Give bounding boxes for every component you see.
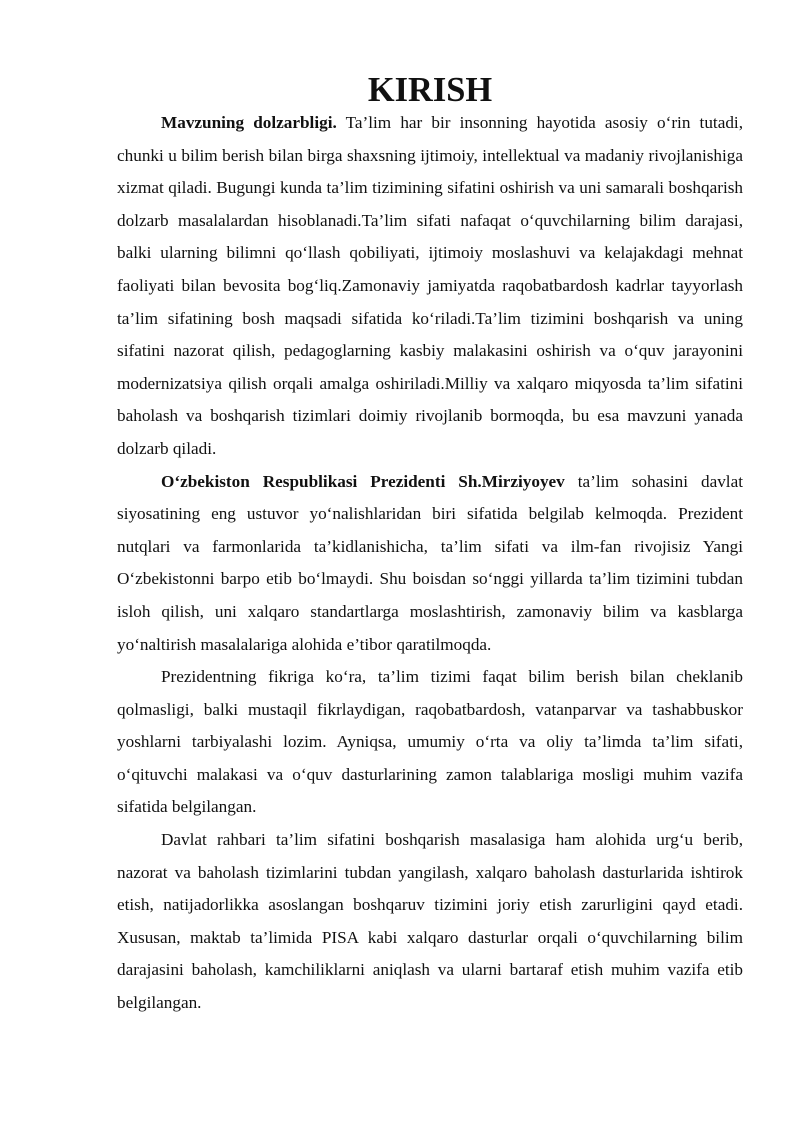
paragraph-lead: Mavzuning dolzarbligi. <box>161 113 337 132</box>
paragraph-text: Davlat rahbari ta’lim sifatini boshqarish masalasiga ham alohida urg‘u berib, nazorat va baholash tizimlarini tubdan yangilash, xalqaro baholash dasturlarida ishtirok etish, natijadorlikka asoslangan boshqaruv tizimini joriy etish zarurligini qayd etadi. Xususan, maktab ta’limida PISA kabi xalqaro dasturlar orqali o‘quvchilarning bilim darajasini baholash, kamchiliklarni aniqlash va ularni bartaraf etish muhim vazifa etib belgilangan. <box>117 830 743 1013</box>
paragraph-president <box>117 466 743 662</box>
paragraph-lead: O‘zbekiston Respublikasi Prezidenti Sh.Mirziyoyev <box>161 471 565 491</box>
document-body <box>117 71 743 1020</box>
paragraph-text: Ta’lim har bir insonning hayotida asosiy o‘rin tutadi, chunki u bilim berish bilan birga shaxsning ijtimoiy, intellektual va madaniy rivojlanishiga xizmat qiladi. Bugungi kunda ta’lim tizimining sifatini oshirish va uni samarali boshqarish dolzarb masalalardan hisoblanadi.Ta’lim sifati nafaqat o‘quvchilarning bilim darajasi, balki ularning bilimni qo‘llash qobiliyati, ijtimoiy moslashuvi va kelajakdagi mehnat faoliyati bilan bevosita bog‘liq.Zamonaviy jamiyatda raqobatbardosh kadrlar tayyorlash ta’lim sifatining bosh maqsadi sifatida ko‘riladi.Ta’lim tizimini boshqarish va uning sifatini nazorat qilish, pedagoglarning kasbiy malakasini oshirish va o‘quv jarayonini modernizatsiya qilish orqali amalga oshiriladi.Milliy va xalqaro miqyosda ta’lim sifatini baholash va boshqarish tizimlari doimiy rivojlanib bormoqda, bu esa mavzuni yanada dolzarb qiladi. <box>117 113 743 458</box>
section-heading: KIRISH <box>367 71 493 109</box>
paragraph-state-leader <box>117 824 743 1020</box>
paragraph-relevance <box>117 107 743 466</box>
paragraph-text: ta’lim sohasini davlat siyosatining eng ustuvor yo‘nalishlaridan biri sifatida belgilab kelmoqda. Prezident nutqlari va farmonlarida ta’kidlanishicha, ta’lim sifati va ilm-fan rivojisiz Yangi O‘zbekistonni barpo etib bo‘lmaydi. Shu boisdan so‘nggi yillarda ta’lim tizimini tubdan isloh qilish, uni xalqaro standartlarga moslashtirish, zamonaviy bilim va kasblarga yo‘naltirish masalalariga alohida e’tibor qaratilmoqda. <box>117 471 743 654</box>
paragraph-president-opinion <box>117 661 743 824</box>
paragraph-text: Prezidentning fikriga ko‘ra, ta’lim tizimi faqat bilim berish bilan cheklanib qolmasligi, balki mustaqil fikrlaydigan, raqobatbardosh, vatanparvar va tashabbuskor yoshlarni tarbiyalashi lozim. Ayniqsa, umumiy o‘rta va oliy ta’limda ta’lim sifati, o‘qituvchi malakasi va o‘quv dasturlarining zamon talablariga mosligi muhim vazifa sifatida belgilangan. <box>117 667 743 817</box>
